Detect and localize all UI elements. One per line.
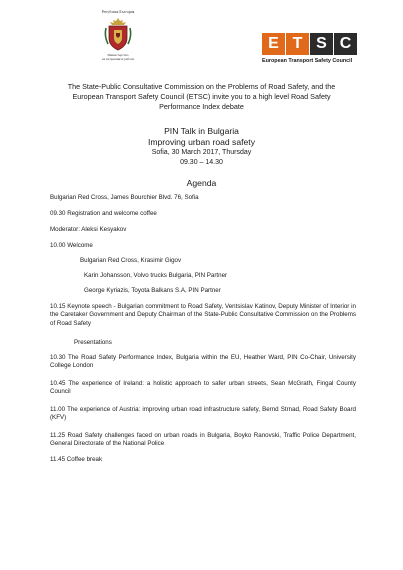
crest-bottom-text-1: Министерство [107, 53, 129, 57]
logo-letter-c: C [334, 33, 357, 55]
agenda-item: 11.25 Road Safety challenges faced on urban roads in Bulgaria, Boyko Ranovski, Traffic Police Department, General Directorate of the National Police [50, 432, 356, 448]
welcome-speaker: Bulgarian Red Cross, Krasimir Gigov [80, 257, 182, 264]
crest-top-text: Република България [101, 10, 135, 14]
agenda-item: 11.00 The experience of Austria: improving urban road infrastructure safety, Bernd Strnad, Road Safety Board (KFV) [50, 406, 356, 422]
intro-line-2: European Transport Safety Council (ETSC) invite you to a high level Road Safety [72, 92, 331, 101]
event-time: 09.30 – 14.30 [180, 159, 223, 166]
etsc-letters [262, 33, 358, 55]
event-title-block [60, 126, 343, 168]
event-title: PIN Talk in Bulgaria [164, 126, 239, 136]
agenda-item: 10.30 The Road Safety Performance Index, Bulgaria within the EU, Heather Ward, PIN Co-Chair, University College London [50, 354, 356, 370]
presentations-label: Presentations [74, 339, 112, 346]
agenda-item: 10.45 The experience of Ireland: a holistic approach to safer urban streets, Sean McGrath, Fingal County Council [50, 380, 356, 396]
intro-line-1: The State-Public Consultative Commission on the Problems of Road Safety, and the [67, 82, 336, 91]
agenda-keynote: 10.15 Keynote speech - Bulgarian commitment to Road Safety, Ventsislav Katinov, Deputy Minister of Interior in the Caretaker Government and Deputy Chairman of the State-Public Consultative Commission on the Problems of Road Safety [50, 303, 356, 327]
logo-letter-e: E [262, 33, 285, 55]
logo-letter-t: T [286, 33, 309, 55]
agenda-registration: 09.30 Registration and welcome coffee [50, 210, 157, 217]
etsc-logo [262, 33, 358, 64]
ministry-crest-icon [103, 16, 133, 52]
logo-letter-s: S [310, 33, 333, 55]
etsc-name: European Transport Safety Council [262, 58, 353, 64]
ministry-crest-block [96, 10, 140, 61]
intro-line-3: Performance Index debate [159, 102, 244, 111]
agenda-welcome: 10.00 Welcome [50, 242, 93, 249]
event-date: Sofia, 30 March 2017, Thursday [151, 149, 252, 156]
agenda-heading: Agenda [186, 178, 217, 188]
agenda-venue: Bulgarian Red Cross, James Bourchier Blvd. 76, Sofia [50, 194, 199, 201]
welcome-speaker: George Kyriazis, Toyota Balkans S.A, PIN Partner [84, 287, 221, 294]
agenda-coffee-break: 11.45 Coffee break [50, 456, 103, 463]
intro-paragraph [50, 82, 353, 112]
agenda-moderator: Moderator: Aleksi Kesyakov [50, 226, 127, 233]
welcome-speaker: Karin Johansson, Volvo trucks Bulgaria, PIN Partner [84, 272, 228, 279]
event-subtitle: Improving urban road safety [147, 137, 255, 147]
crest-bottom-text-2: на вътрешните работи [101, 57, 135, 61]
